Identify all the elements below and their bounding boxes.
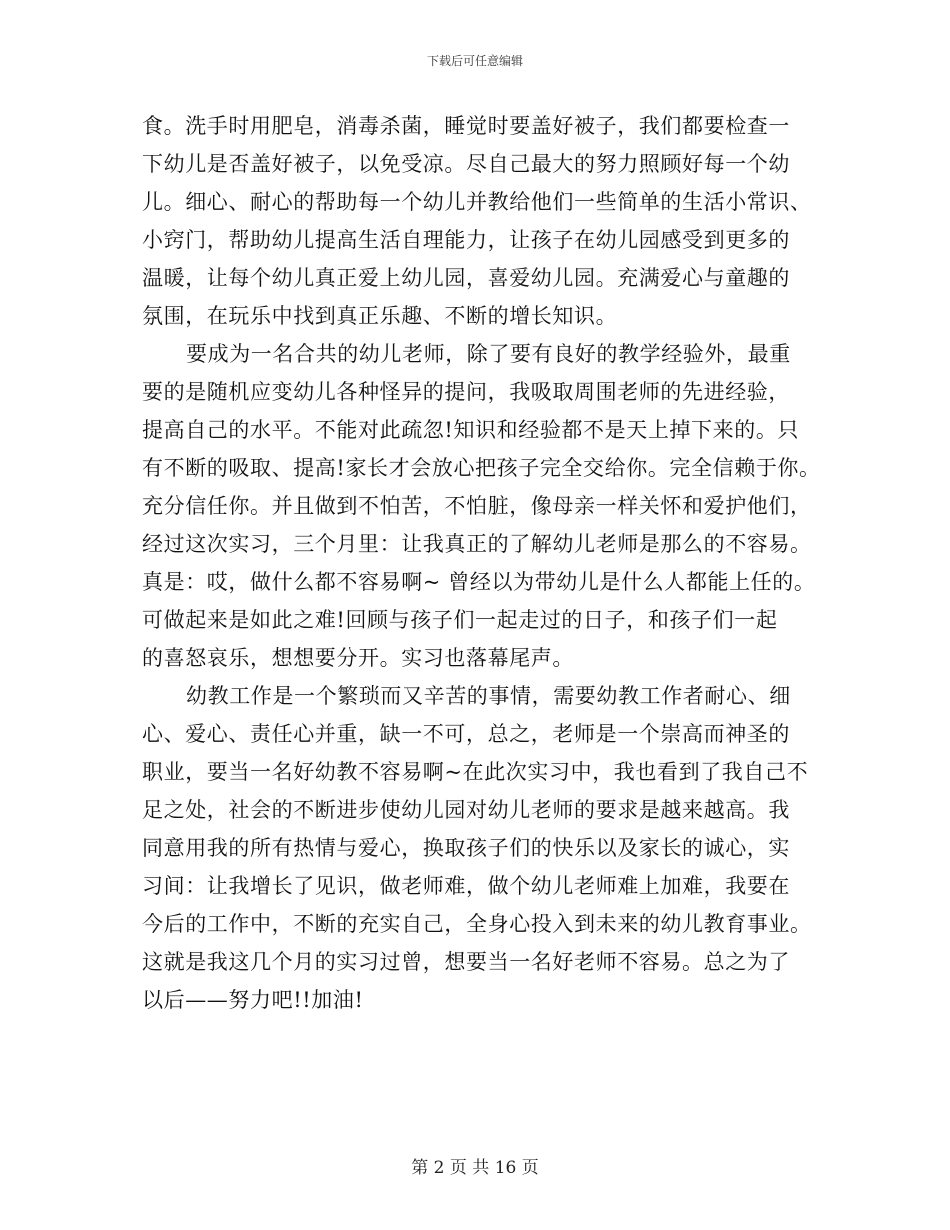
page-number-footer: 第 2 页 共 16 页 <box>411 1158 539 1178</box>
body-line: 提高自己的水平。不能对此疏忽!知识和经验都不是天上掉下来的。只 <box>142 418 800 442</box>
body-line: 儿。细心、耐心的帮助每一个幼儿并教给他们一些简单的生活小常识、 <box>142 190 812 214</box>
body-line: 有不断的吸取、提高!家长才会放心把孩子完全交给你。完全信赖于你。 <box>142 456 821 480</box>
page-header-text: 下载后可任意编辑 <box>426 54 523 68</box>
body-line: 温暖，让每个幼儿真正爱上幼儿园，喜爱幼儿园。充满爱心与童趣的 <box>142 266 790 290</box>
body-line: 心、爱心、责任心并重，缺一不可，总之，老师是一个崇高而神圣的 <box>142 722 790 746</box>
paragraph-start-line: 幼教工作是一个繁琐而又辛苦的事情，需要幼教工作者耐心、细 <box>186 684 791 708</box>
body-line: 真是：哎，做什么都不容易啊~ 曾经以为带幼儿是什么人都能上任的。 <box>142 570 816 594</box>
body-line: 食。洗手时用肥皂，消毒杀菌，睡觉时要盖好被子，我们都要检查一 <box>142 114 790 138</box>
body-line: 职业，要当一名好幼教不容易啊~在此次实习中，我也看到了我自己不 <box>142 760 809 784</box>
body-line: 可做起来是如此之难!回顾与孩子们一起走过的日子，和孩子们一起 <box>142 608 778 632</box>
document-body <box>142 107 832 1019</box>
body-line: 要的是随机应变幼儿各种怪异的提问，我吸取周围老师的先进经验， <box>142 380 790 404</box>
paragraph-start-line: 要成为一名合共的幼儿老师，除了要有良好的教学经验外，最重 <box>186 342 791 366</box>
body-line: 今后的工作中，不断的充实自己，全身心投入到未来的幼儿教育事业。 <box>142 912 812 936</box>
body-line: 氛围，在玩乐中找到真正乐趣、不断的增长知识。 <box>142 304 618 328</box>
body-line: 这就是我这几个月的实习过曾，想要当一名好老师不容易。总之为了 <box>142 950 790 974</box>
body-line: 小窍门，帮助幼儿提高生活自理能力，让孩子在幼儿园感受到更多的 <box>142 228 790 252</box>
body-line: 下幼儿是否盖好被子，以免受凉。尽自己最大的努力照顾好每一个幼 <box>142 152 790 176</box>
body-line: 以后——努力吧!!加油! <box>142 988 364 1012</box>
body-line: 经过这次实习，三个月里：让我真正的了解幼儿老师是那么的不容易。 <box>142 532 812 556</box>
body-line: 习间：让我增长了见识，做老师难，做个幼儿老师难上加难，我要在 <box>142 874 790 898</box>
body-line: 的喜怒哀乐，想想要分开。实习也落幕尾声。 <box>142 646 574 670</box>
body-line: 足之处，社会的不断进步使幼儿园对幼儿老师的要求是越来越高。我 <box>142 798 790 822</box>
body-line: 同意用我的所有热情与爱心，换取孩子们的快乐以及家长的诚心，实 <box>142 836 790 860</box>
body-line: 充分信任你。并且做到不怕苦，不怕脏，像母亲一样关怀和爱护他们， <box>142 494 812 518</box>
